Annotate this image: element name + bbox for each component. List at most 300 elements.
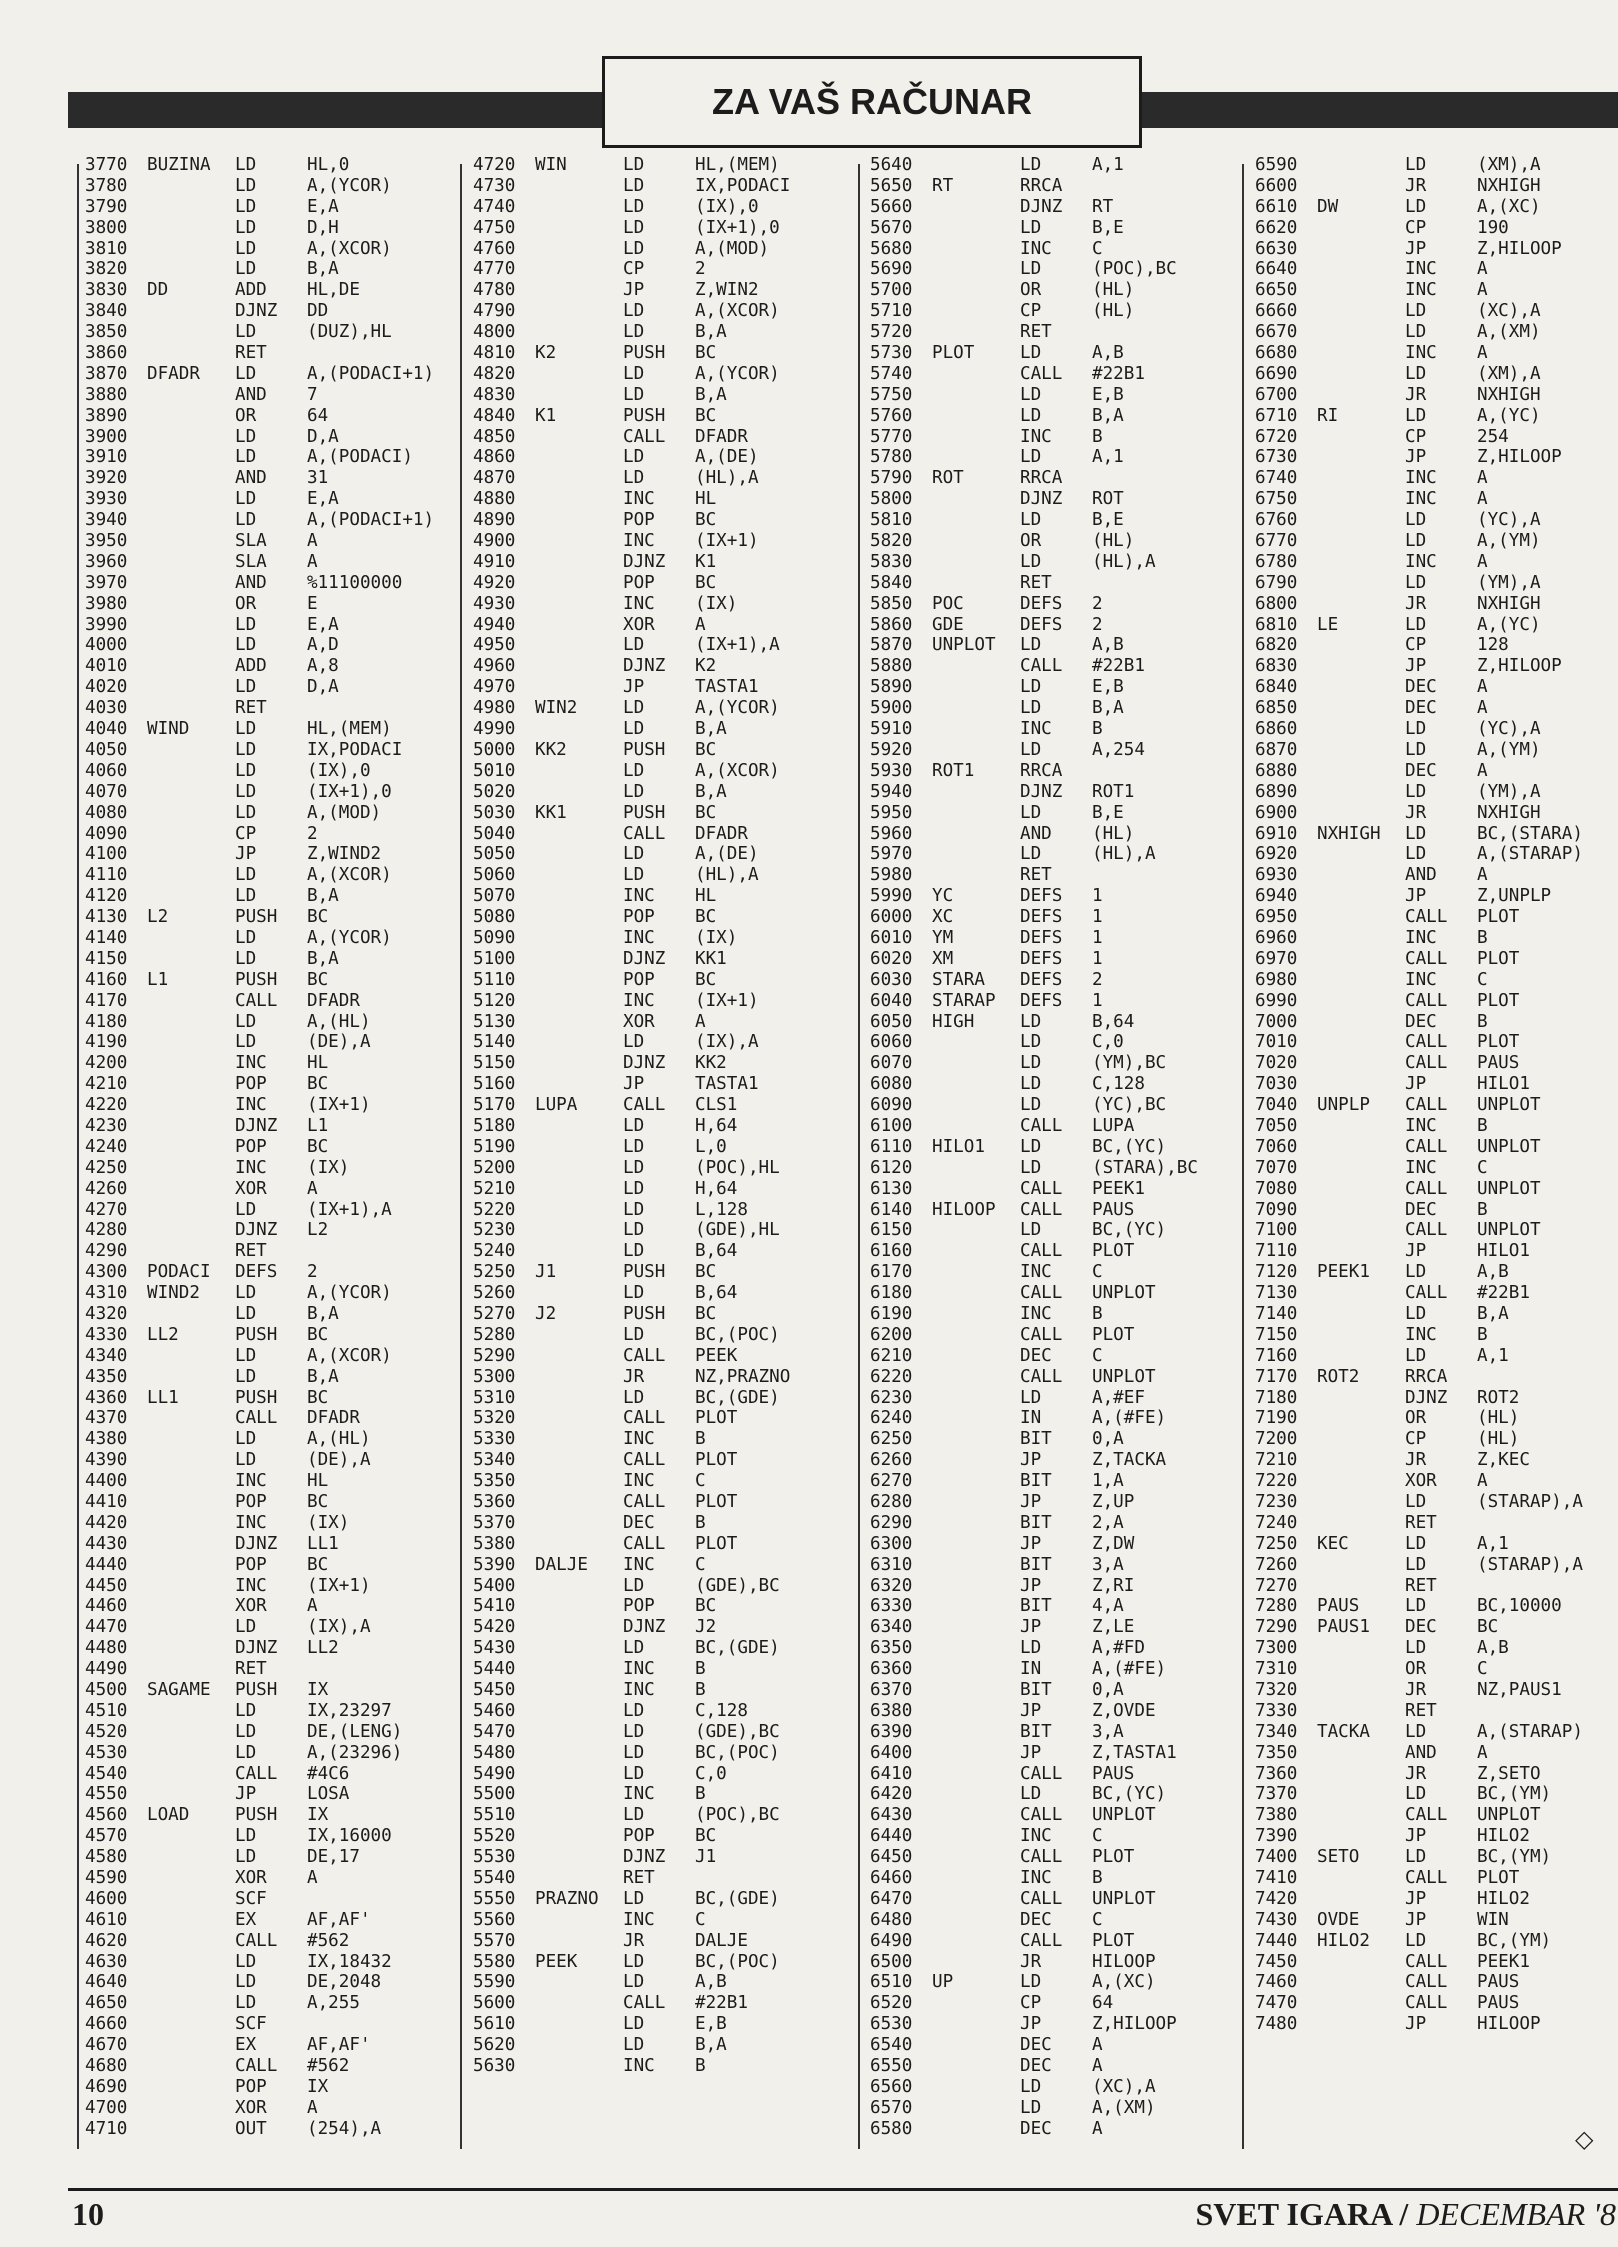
code-line xyxy=(1255,1952,1618,1973)
code-line xyxy=(1255,468,1618,489)
line-number: 5980 xyxy=(870,865,913,886)
code-line xyxy=(1255,1805,1618,1826)
code-line xyxy=(85,2098,455,2119)
code-label: ROT xyxy=(932,468,964,489)
code-mnemonic: INC xyxy=(235,1053,267,1074)
code-operand: A,(XCOR) xyxy=(695,760,780,781)
code-operand: PLOT xyxy=(1092,1930,1135,1951)
code-operand: HL,0 xyxy=(307,155,350,175)
code-mnemonic: JR xyxy=(623,1366,645,1387)
listing-column-2 xyxy=(473,155,848,2155)
line-number: 4120 xyxy=(85,886,128,907)
code-operand: BC xyxy=(307,1074,329,1095)
code-operand: E,B xyxy=(695,2014,727,2035)
line-number: 4910 xyxy=(473,551,516,572)
code-mnemonic: DEC xyxy=(1405,1011,1437,1032)
code-mnemonic: LD xyxy=(235,510,257,531)
code-line xyxy=(1255,1283,1618,1304)
line-number: 4050 xyxy=(85,739,128,760)
line-number: 4020 xyxy=(85,677,128,698)
code-line xyxy=(85,552,455,573)
line-number: 4180 xyxy=(85,1011,128,1032)
code-line xyxy=(473,1638,848,1659)
code-label: UP xyxy=(932,1972,954,1993)
code-line xyxy=(870,1513,1240,1534)
line-number: 5330 xyxy=(473,1429,516,1450)
code-operand: D,A xyxy=(307,677,339,698)
code-line xyxy=(473,991,848,1012)
line-number: 6240 xyxy=(870,1408,913,1429)
code-line xyxy=(1255,406,1618,427)
code-line xyxy=(1255,1722,1618,1743)
code-mnemonic: BIT xyxy=(1020,1554,1052,1575)
line-number: 5120 xyxy=(473,990,516,1011)
line-number: 6660 xyxy=(1255,301,1298,322)
code-line xyxy=(1255,197,1618,218)
code-mnemonic: JR xyxy=(1405,802,1427,823)
line-number: 4950 xyxy=(473,635,516,656)
code-operand: BC,(GDE) xyxy=(695,1638,780,1659)
line-number: 7370 xyxy=(1255,1784,1298,1805)
code-mnemonic: LD xyxy=(235,1826,257,1847)
code-line xyxy=(473,1032,848,1053)
code-line xyxy=(473,719,848,740)
code-mnemonic: AND xyxy=(235,468,267,489)
code-mnemonic: LD xyxy=(235,363,257,384)
code-line xyxy=(473,1868,848,1889)
code-operand: (IX),0 xyxy=(695,196,759,217)
line-number: 5500 xyxy=(473,1784,516,1805)
line-number: 6310 xyxy=(870,1554,913,1575)
line-number: 5770 xyxy=(870,426,913,447)
line-number: 7380 xyxy=(1255,1805,1298,1826)
code-mnemonic: AND xyxy=(235,384,267,405)
code-mnemonic: LD xyxy=(1020,1784,1042,1805)
code-operand: Z,WIND2 xyxy=(307,844,382,865)
code-line xyxy=(85,635,455,656)
line-number: 5080 xyxy=(473,907,516,928)
code-mnemonic: LD xyxy=(623,1324,645,1345)
code-line xyxy=(85,1137,455,1158)
publication-issue: DECEMBAR '8 xyxy=(1416,2196,1616,2232)
code-mnemonic: LD xyxy=(1405,1638,1427,1659)
code-operand: C,0 xyxy=(695,1763,727,1784)
code-operand: IX xyxy=(307,1680,329,1701)
code-operand: A,B xyxy=(1477,1638,1509,1659)
code-mnemonic: DEC xyxy=(1020,2035,1052,2056)
code-operand: HL xyxy=(695,886,717,907)
code-line xyxy=(1255,1513,1618,1534)
code-line xyxy=(1255,803,1618,824)
line-number: 5320 xyxy=(473,1408,516,1429)
code-operand: BC,10000 xyxy=(1477,1596,1562,1617)
code-label: PAUS xyxy=(1317,1596,1360,1617)
code-operand: A,(XM) xyxy=(1092,2097,1156,2118)
code-mnemonic: POP xyxy=(235,1074,267,1095)
code-operand: A,(MOD) xyxy=(307,802,382,823)
line-number: 4380 xyxy=(85,1429,128,1450)
code-mnemonic: INC xyxy=(1405,468,1437,489)
line-number: 5700 xyxy=(870,280,913,301)
code-line xyxy=(473,447,848,468)
code-mnemonic: DEC xyxy=(1405,698,1437,719)
code-line xyxy=(473,1367,848,1388)
line-number: 4080 xyxy=(85,802,128,823)
code-line xyxy=(870,635,1240,656)
line-number: 5370 xyxy=(473,1512,516,1533)
code-mnemonic: INC xyxy=(1020,1262,1052,1283)
code-line xyxy=(85,1784,455,1805)
code-line xyxy=(1255,1429,1618,1450)
code-line xyxy=(85,1596,455,1617)
code-mnemonic: JP xyxy=(1405,886,1427,907)
code-operand: C xyxy=(1477,1659,1488,1680)
code-operand: A,#EF xyxy=(1092,1387,1145,1408)
line-number: 5870 xyxy=(870,635,913,656)
line-number: 4890 xyxy=(473,510,516,531)
code-line xyxy=(870,364,1240,385)
code-mnemonic: AND xyxy=(1405,865,1437,886)
line-number: 5170 xyxy=(473,1095,516,1116)
line-number: 6210 xyxy=(870,1345,913,1366)
code-operand: B,E xyxy=(1092,802,1124,823)
code-line xyxy=(1255,1743,1618,1764)
code-line xyxy=(473,1408,848,1429)
code-line xyxy=(473,970,848,991)
line-number: 5930 xyxy=(870,760,913,781)
code-operand: IX,23297 xyxy=(307,1700,392,1721)
code-line xyxy=(870,301,1240,322)
code-mnemonic: LD xyxy=(623,1241,645,1262)
code-mnemonic: LD xyxy=(1020,739,1042,760)
code-operand: KK2 xyxy=(695,1053,727,1074)
code-line xyxy=(870,1701,1240,1722)
code-operand: E,B xyxy=(1092,677,1124,698)
line-number: 3970 xyxy=(85,572,128,593)
line-number: 4750 xyxy=(473,217,516,238)
line-number: 4670 xyxy=(85,2035,128,2056)
line-number: 5670 xyxy=(870,217,913,238)
code-mnemonic: LD xyxy=(623,1032,645,1053)
code-line xyxy=(473,1555,848,1576)
line-number: 4650 xyxy=(85,1993,128,2014)
code-line xyxy=(1255,594,1618,615)
code-operand: #562 xyxy=(307,1930,350,1951)
code-label: SETO xyxy=(1317,1847,1360,1868)
code-operand: A xyxy=(1477,280,1488,301)
code-line xyxy=(870,1659,1240,1680)
code-mnemonic: PUSH xyxy=(235,1387,278,1408)
code-mnemonic: LD xyxy=(235,1032,257,1053)
code-operand: BC xyxy=(1477,1617,1499,1638)
line-number: 4460 xyxy=(85,1596,128,1617)
code-mnemonic: DEFS xyxy=(235,1262,278,1283)
code-operand: (IX+1) xyxy=(695,531,759,552)
line-number: 7470 xyxy=(1255,1993,1298,2014)
line-number: 5650 xyxy=(870,175,913,196)
code-line xyxy=(870,1534,1240,1555)
line-number: 6160 xyxy=(870,1241,913,1262)
line-number: 6720 xyxy=(1255,426,1298,447)
line-number: 3840 xyxy=(85,301,128,322)
code-line xyxy=(473,1429,848,1450)
code-line xyxy=(85,907,455,928)
line-number: 5450 xyxy=(473,1680,516,1701)
code-mnemonic: LD xyxy=(235,1283,257,1304)
code-operand: K2 xyxy=(695,656,717,677)
code-line xyxy=(1255,1784,1618,1805)
line-number: 5510 xyxy=(473,1805,516,1826)
code-line xyxy=(85,531,455,552)
line-number: 5130 xyxy=(473,1011,516,1032)
line-number: 4580 xyxy=(85,1847,128,1868)
code-operand: BC xyxy=(695,1303,717,1324)
code-mnemonic: INC xyxy=(1405,343,1437,364)
code-label: LUPA xyxy=(535,1095,578,1116)
line-number: 6610 xyxy=(1255,196,1298,217)
code-operand: (DE),A xyxy=(307,1032,371,1053)
code-line xyxy=(870,1722,1240,1743)
line-number: 6350 xyxy=(870,1638,913,1659)
code-operand: B,E xyxy=(1092,510,1124,531)
code-mnemonic: LD xyxy=(235,1742,257,1763)
line-number: 6440 xyxy=(870,1826,913,1847)
code-operand: C,128 xyxy=(1092,1074,1145,1095)
code-operand: BC,(YM) xyxy=(1477,1784,1552,1805)
code-operand: DE,17 xyxy=(307,1847,360,1868)
code-line xyxy=(85,1074,455,1095)
code-operand: HL,(MEM) xyxy=(307,719,392,740)
code-mnemonic: CALL xyxy=(623,1450,666,1471)
code-mnemonic: JR xyxy=(1405,1680,1427,1701)
code-mnemonic: LD xyxy=(1020,1053,1042,1074)
code-mnemonic: INC xyxy=(235,1157,267,1178)
line-number: 5820 xyxy=(870,531,913,552)
line-number: 4470 xyxy=(85,1617,128,1638)
code-line xyxy=(85,1617,455,1638)
code-mnemonic: POP xyxy=(623,1596,655,1617)
code-mnemonic: CALL xyxy=(623,1993,666,2014)
line-number: 5190 xyxy=(473,1136,516,1157)
code-mnemonic: RRCA xyxy=(1020,175,1063,196)
code-line xyxy=(870,1367,1240,1388)
code-mnemonic: XOR xyxy=(235,1596,267,1617)
code-operand: BC,(YM) xyxy=(1477,1930,1552,1951)
code-operand: BC xyxy=(695,510,717,531)
line-number: 5660 xyxy=(870,196,913,217)
code-mnemonic: INC xyxy=(623,1909,655,1930)
line-number: 4790 xyxy=(473,301,516,322)
line-number: 6060 xyxy=(870,1032,913,1053)
code-mnemonic: JP xyxy=(1020,1450,1042,1471)
code-label: HILO2 xyxy=(1317,1930,1370,1951)
code-mnemonic: LD xyxy=(235,1847,257,1868)
code-label: WIN2 xyxy=(535,698,578,719)
code-mnemonic: EX xyxy=(235,1909,257,1930)
code-label: OVDE xyxy=(1317,1909,1360,1930)
code-operand: A,B xyxy=(1092,635,1124,656)
code-line xyxy=(85,489,455,510)
line-number: 7140 xyxy=(1255,1303,1298,1324)
code-line xyxy=(473,761,848,782)
code-operand: B,A xyxy=(307,886,339,907)
code-mnemonic: INC xyxy=(1405,1324,1437,1345)
code-mnemonic: DJNZ xyxy=(623,948,666,969)
code-operand: A,(23296) xyxy=(307,1742,403,1763)
line-number: 6040 xyxy=(870,990,913,1011)
line-number: 4810 xyxy=(473,343,516,364)
code-operand: WIN xyxy=(1477,1909,1509,1930)
code-label: DALJE xyxy=(535,1554,588,1575)
line-number: 4820 xyxy=(473,363,516,384)
code-mnemonic: INC xyxy=(1405,927,1437,948)
code-operand: E,A xyxy=(307,196,339,217)
code-mnemonic: JP xyxy=(1020,1492,1042,1512)
code-mnemonic: LD xyxy=(1020,1220,1042,1241)
code-mnemonic: JR xyxy=(623,1930,645,1951)
code-operand: A,(YC) xyxy=(1477,614,1541,635)
code-operand: #22B1 xyxy=(695,1993,748,2014)
code-mnemonic: LD xyxy=(623,363,645,384)
line-number: 7020 xyxy=(1255,1053,1298,1074)
line-number: 6820 xyxy=(1255,635,1298,656)
code-line xyxy=(85,2056,455,2077)
code-mnemonic: ADD xyxy=(235,656,267,677)
code-mnemonic: LD xyxy=(1020,1011,1042,1032)
line-number: 5850 xyxy=(870,593,913,614)
line-number: 4420 xyxy=(85,1512,128,1533)
line-number: 5250 xyxy=(473,1262,516,1283)
line-number: 4710 xyxy=(85,2118,128,2139)
code-line xyxy=(473,907,848,928)
code-mnemonic: LD xyxy=(623,781,645,802)
code-operand: NXHIGH xyxy=(1477,593,1541,614)
line-number: 4410 xyxy=(85,1492,128,1512)
code-operand: HILOOP xyxy=(1477,2014,1541,2035)
code-line xyxy=(1255,1680,1618,1701)
code-line xyxy=(1255,698,1618,719)
code-operand: (IX+1) xyxy=(307,1575,371,1596)
line-number: 6320 xyxy=(870,1575,913,1596)
code-line xyxy=(1255,1367,1618,1388)
code-line xyxy=(85,1053,455,1074)
code-line xyxy=(870,886,1240,907)
code-operand: A,(PODACI+1) xyxy=(307,363,435,384)
code-line xyxy=(85,301,455,322)
code-mnemonic: INC xyxy=(235,1512,267,1533)
line-number: 5110 xyxy=(473,969,516,990)
code-label: PLOT xyxy=(932,343,975,364)
code-operand: (IX+1),0 xyxy=(695,217,780,238)
code-line xyxy=(1255,677,1618,698)
line-number: 4970 xyxy=(473,677,516,698)
code-operand: BC,(STARA) xyxy=(1477,823,1583,844)
code-mnemonic: CALL xyxy=(235,990,278,1011)
listing-column-4 xyxy=(1255,155,1618,2155)
code-mnemonic: DEFS xyxy=(1020,907,1063,928)
line-number: 7060 xyxy=(1255,1136,1298,1157)
line-number: 7000 xyxy=(1255,1011,1298,1032)
code-line xyxy=(473,552,848,573)
code-mnemonic: LD xyxy=(623,2014,645,2035)
code-operand: (IX) xyxy=(695,927,738,948)
code-mnemonic: INC xyxy=(1020,426,1052,447)
code-mnemonic: INC xyxy=(1405,1115,1437,1136)
code-line xyxy=(870,1262,1240,1283)
line-number: 4070 xyxy=(85,781,128,802)
code-operand: PAUS xyxy=(1477,1053,1520,1074)
code-operand: ROT xyxy=(1092,489,1124,510)
code-mnemonic: LD xyxy=(235,322,257,343)
code-operand: A,(HL) xyxy=(307,1011,371,1032)
code-operand: Z,WIN2 xyxy=(695,280,759,301)
code-line xyxy=(1255,218,1618,239)
code-line xyxy=(1255,1012,1618,1033)
code-operand: HILO1 xyxy=(1477,1074,1530,1095)
code-operand: A,(HL) xyxy=(307,1429,371,1450)
line-number: 7300 xyxy=(1255,1638,1298,1659)
code-line xyxy=(1255,1889,1618,1910)
code-line xyxy=(85,1095,455,1116)
line-number: 7390 xyxy=(1255,1826,1298,1847)
code-mnemonic: RET xyxy=(235,343,267,364)
code-mnemonic: LD xyxy=(1405,1262,1427,1283)
code-mnemonic: LD xyxy=(1405,1492,1427,1512)
column-rule xyxy=(77,164,79,2149)
line-number: 7400 xyxy=(1255,1847,1298,1868)
code-mnemonic: DEC xyxy=(1405,677,1437,698)
code-operand: BC xyxy=(695,343,717,364)
line-number: 5230 xyxy=(473,1220,516,1241)
code-operand: A,1 xyxy=(1092,447,1124,468)
code-operand: 0,A xyxy=(1092,1429,1124,1450)
code-line xyxy=(1255,1868,1618,1889)
code-operand: B xyxy=(1477,1324,1488,1345)
code-line xyxy=(1255,280,1618,301)
code-mnemonic: LD xyxy=(1405,1930,1427,1951)
line-number: 4760 xyxy=(473,238,516,259)
code-line xyxy=(870,1784,1240,1805)
line-number: 5610 xyxy=(473,2014,516,2035)
code-mnemonic: LD xyxy=(1020,698,1042,719)
code-operand: ROT2 xyxy=(1477,1387,1520,1408)
code-operand: #562 xyxy=(307,2056,350,2077)
code-line xyxy=(1255,1346,1618,1367)
code-operand: PLOT xyxy=(695,1450,738,1471)
code-operand: 2,A xyxy=(1092,1512,1124,1533)
code-operand: A xyxy=(307,1868,318,1889)
code-mnemonic: CALL xyxy=(623,1408,666,1429)
code-operand: BC xyxy=(307,1492,329,1512)
code-line xyxy=(1255,949,1618,970)
code-line xyxy=(85,1304,455,1325)
code-line xyxy=(473,1241,848,1262)
line-number: 3880 xyxy=(85,384,128,405)
code-line xyxy=(473,1534,848,1555)
code-mnemonic: LD xyxy=(1020,844,1042,865)
code-line xyxy=(870,1847,1240,1868)
code-mnemonic: XOR xyxy=(235,2097,267,2118)
code-mnemonic: JR xyxy=(1405,175,1427,196)
line-number: 6490 xyxy=(870,1930,913,1951)
code-mnemonic: ADD xyxy=(235,280,267,301)
code-operand: (HL) xyxy=(1092,280,1135,301)
code-operand: B xyxy=(1092,1303,1103,1324)
code-line xyxy=(85,510,455,531)
code-operand: BC xyxy=(695,802,717,823)
line-number: 3870 xyxy=(85,363,128,384)
code-operand: (HL) xyxy=(1092,823,1135,844)
